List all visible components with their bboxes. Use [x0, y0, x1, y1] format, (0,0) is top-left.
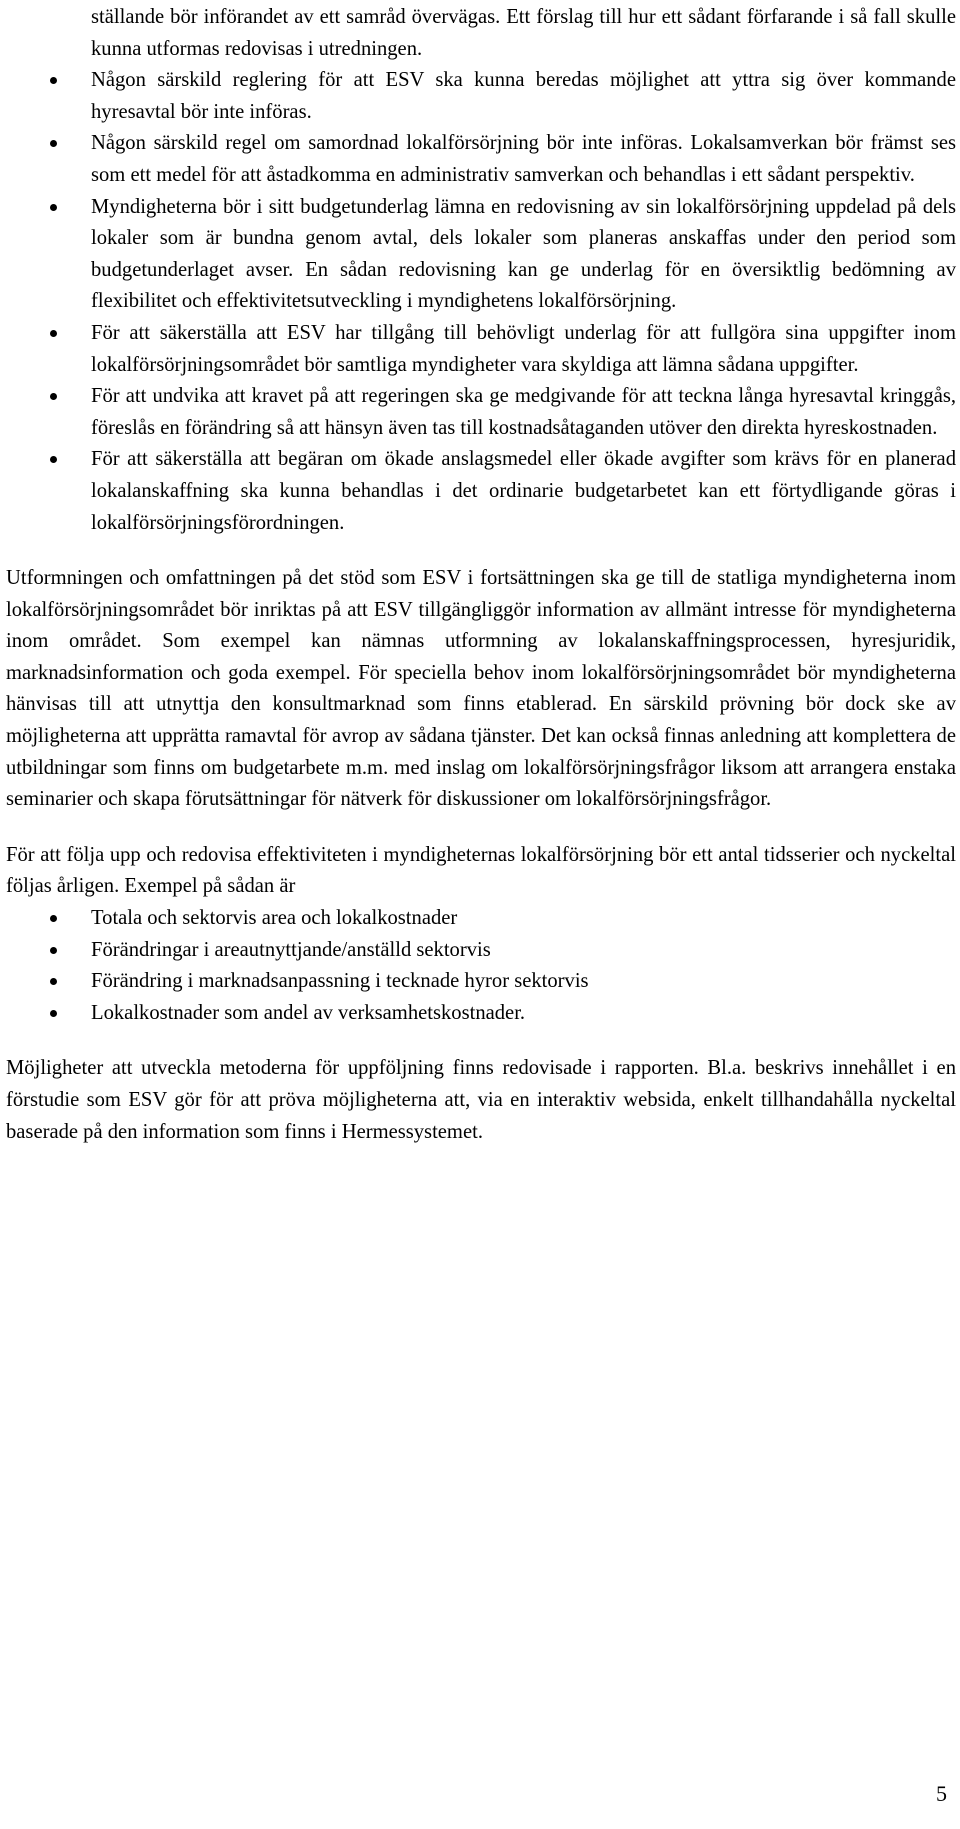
list-item: För att undvika att kravet på att regeringen ska ge medgivande för att teckna långa hyresavtal kringgås, föreslås en förändring så att hänsyn även tas till kostnadsåtaganden utöver den direkta hyreskostnaden. — [6, 381, 956, 444]
bullet-icon — [50, 456, 57, 463]
list-item: Myndigheterna bör i sitt budgetunderlag lämna en redovisning av sin lokalförsörjning uppdelad på dels lokaler som är bundna genom avtal, dels lokaler som planeras anskaffas under den period som budgetunderlaget avser. En sådan redovisning kan ge underlag för en översiktlig bedömning av flexibilitet och effektivitetsutveckling i myndighetens lokalförsörjning. — [6, 192, 956, 318]
bullet-icon — [50, 330, 57, 337]
bullet-icon — [50, 204, 57, 211]
bullet-icon — [50, 1010, 57, 1017]
followup-paragraph: För att följa upp och redovisa effektiviteten i myndigheternas lokalförsörjning bör ett antal tidsserier och nyckeltal följas årligen. Exempel på sådan är — [6, 843, 956, 898]
methods-paragraph: Möjligheter att utveckla metoderna för uppföljning finns redovisade i rapporten. Bl.a. beskrivs innehållet i en förstudie som ESV gör för att pröva möjligheterna att, via en interaktiv websida, enkelt tillhandahålla nyckeltal baserade på den information som finns i Hermessystemet. — [6, 1057, 956, 1143]
bullet-icon — [50, 393, 57, 400]
list-item: Någon särskild reglering för att ESV ska kunna beredas möjlighet att yttra sig över kommande hyresavtal bör inte införas. — [6, 65, 956, 128]
list-item: Förändringar i areautnyttjande/anställd sektorvis — [6, 935, 956, 967]
bullet-icon — [50, 140, 57, 147]
paragraph-spacer — [6, 1029, 956, 1053]
bullet-icon — [50, 978, 57, 985]
list-item: Totala och sektorvis area och lokalkostnader — [6, 903, 956, 935]
list-item: Lokalkostnader som andel av verksamhetskostnader. — [6, 998, 956, 1030]
page-number: 5 — [936, 1781, 947, 1806]
bullet-icon — [50, 947, 57, 954]
document-page — [6, 2, 956, 1148]
list-item: Någon särskild regel om samordnad lokalförsörjning bör inte införas. Lokalsamverkan bör främst ses som ett medel för att åstadkomma en administrativ samverkan och behandlas i ett sådant perspektiv. — [6, 128, 956, 191]
list-item: Förändring i marknadsanpassning i tecknade hyror sektorvis — [6, 966, 956, 998]
indicator-list — [6, 903, 956, 1029]
paragraph-spacer — [6, 816, 956, 840]
bullet-icon — [50, 77, 57, 84]
support-paragraph: Utformningen och omfattningen på det stöd som ESV i fortsättningen ska ge till de statliga myndigheterna inom lokalförsörjningsområdet bör inriktas på att ESV tillgängliggör information av allmänt intresse för myndigheterna inom området. Som exempel kan nämnas utformning av lokalanskaffningsprocessen, hyresjuridik, marknadsinformation och goda exempel. För speciella behov inom lokalförsörjningsområdet bör myndigheterna hänvisas till att utnyttja den konsultmarknad som finns etablerad. En särskild prövning bör dock ske av möjligheterna att upprätta ramavtal för avrop av sådana tjänster. Det kan också finnas anledning att komplettera de utbildningar som finns om budgetarbete m.m. med inslag om lokalförsörjningsfrågor liksom att arrangera enstaka seminarier och skapa förutsättningar för nätverk för diskussioner om lokalförsörjningsfrågor. — [6, 567, 956, 811]
list-item: För att säkerställa att ESV har tillgång till behövligt underlag för att fullgöra sina uppgifter inom lokalförsörjningsområdet bör samtliga myndigheter vara skyldiga att lämna sådana uppgifter. — [6, 318, 956, 381]
bullet-icon — [50, 915, 57, 922]
continued-bullet-text: ställande bör införandet av ett samråd övervägas. Ett förslag till hur ett sådant förfarande i så fall skulle kunna utformas redovisas i utredningen. — [91, 6, 956, 60]
paragraph-spacer — [6, 539, 956, 563]
list-item: För att säkerställa att begäran om ökade anslagsmedel eller ökade avgifter som krävs för en planerad lokalanskaffning ska kunna behandlas i det ordinarie budgetarbetet kan ett förtydligande göras i lokalförsörjningsförordningen. — [6, 444, 956, 539]
proposal-list — [6, 65, 956, 539]
